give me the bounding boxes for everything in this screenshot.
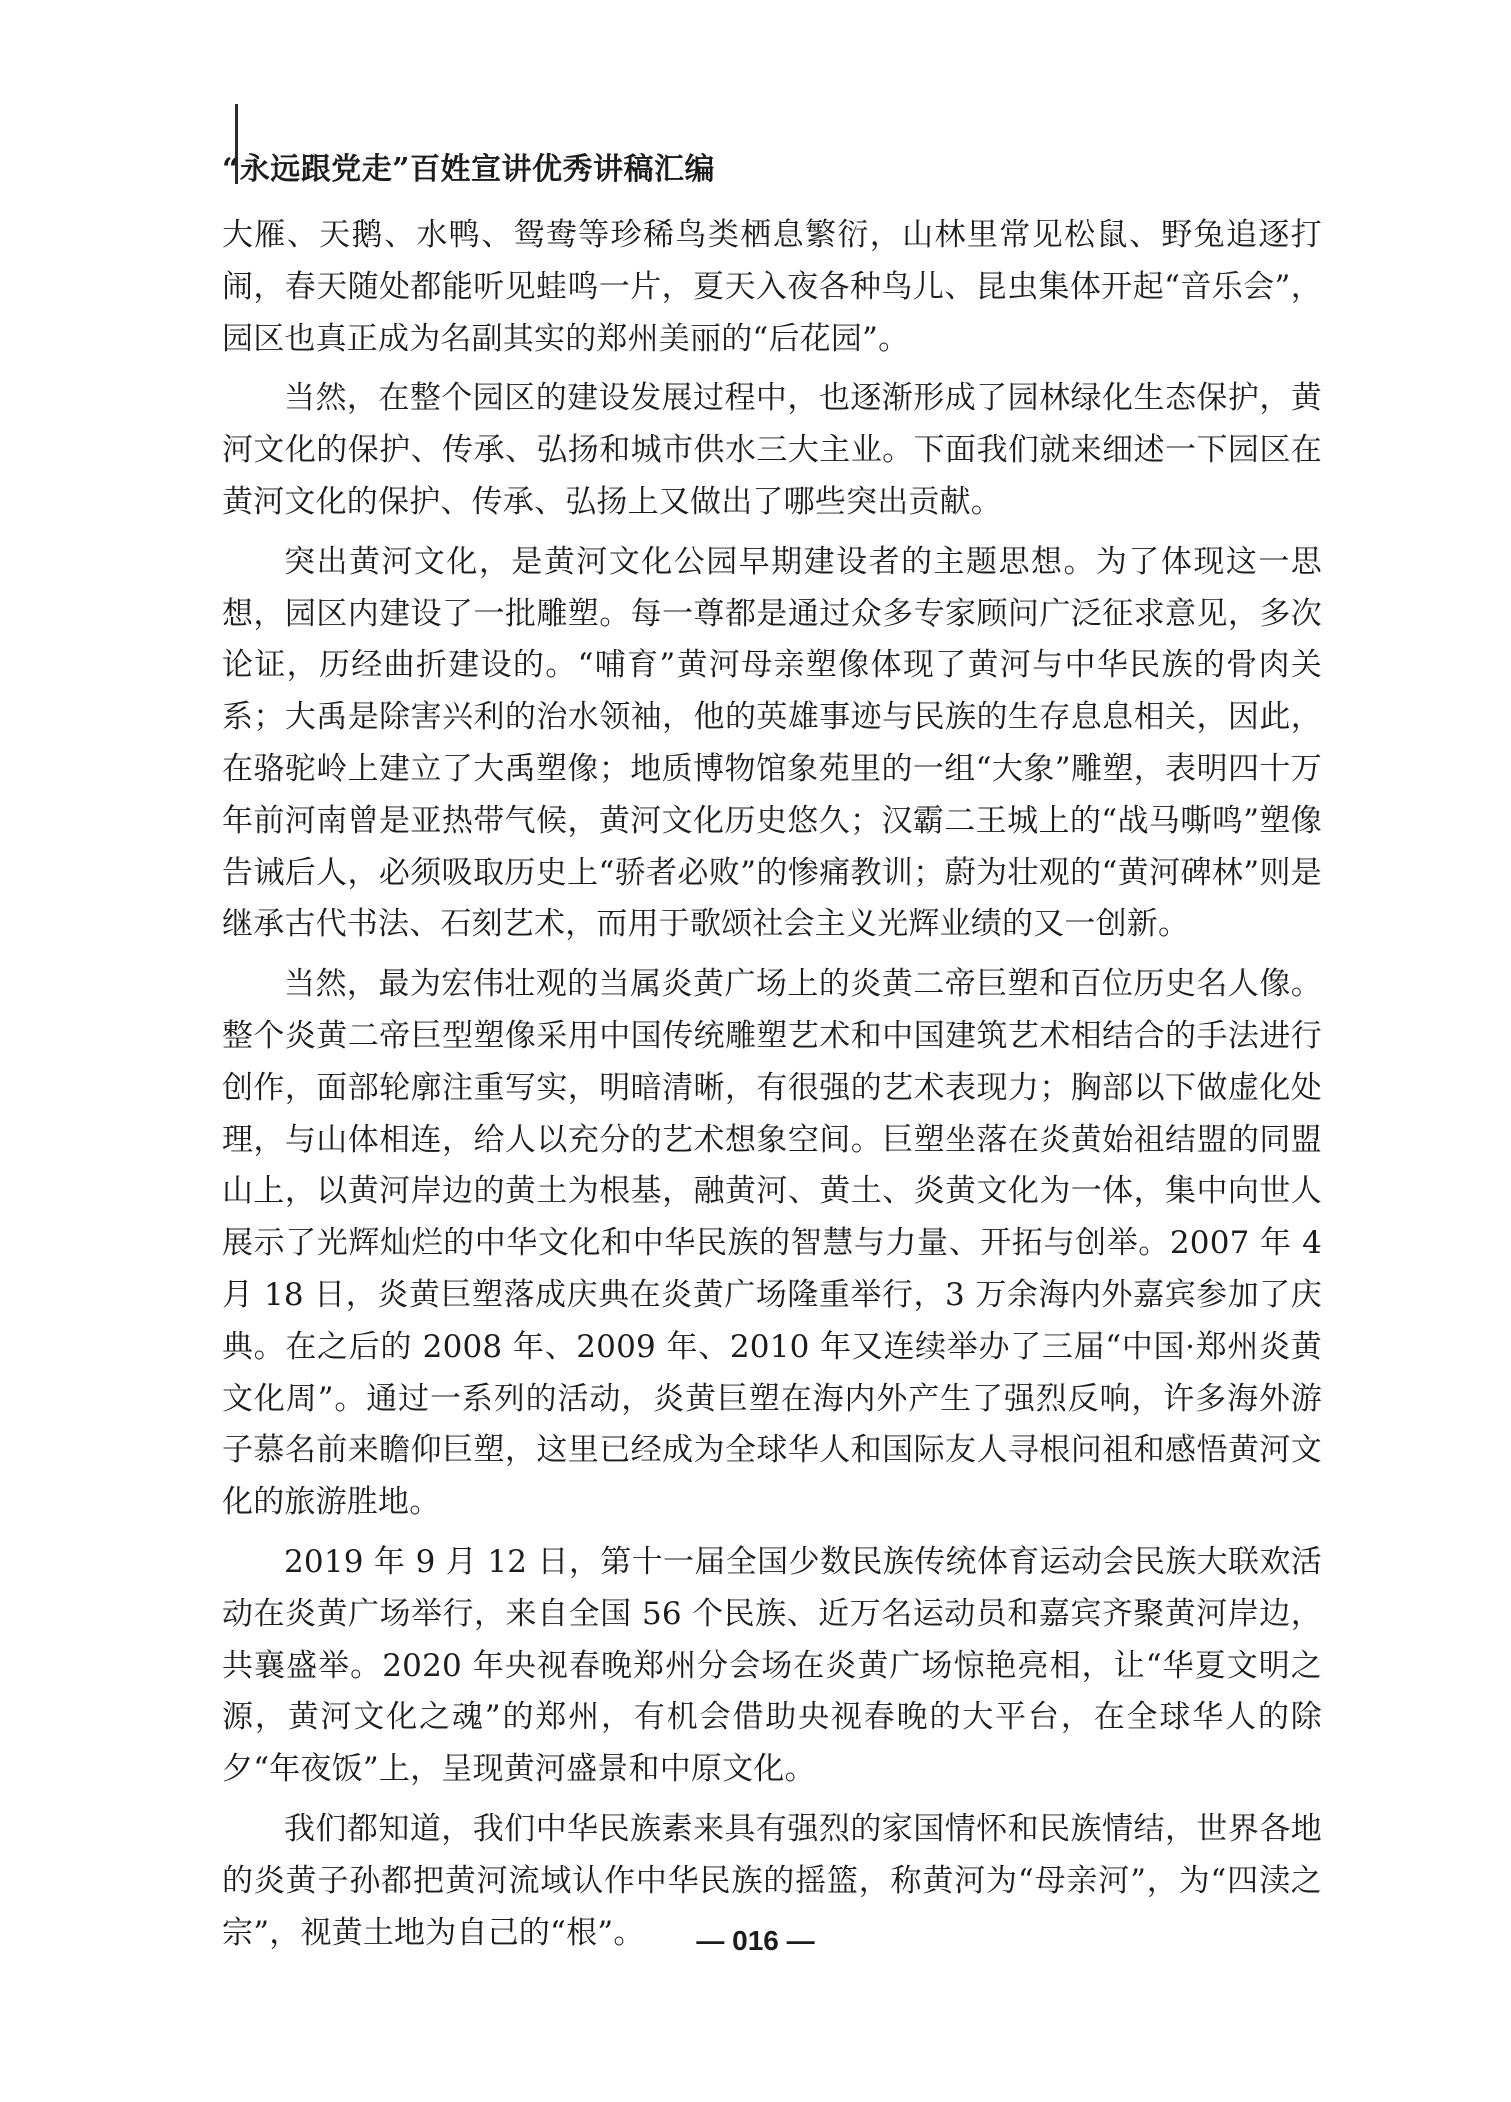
paragraph: 突出黄河文化，是黄河文化公园早期建设者的主题思想。为了体现这一思想，园区内建设了一批雕塑。每一尊都是通过众多专家顾问广泛征求意见，多次论证，历经曲折建设的。“哺育”黄河母亲塑像体现了黄河与中华民族的骨肉关系；大禹是除害兴利的治水领袖，他的英雄事迹与民族的生存息息相关，因此，在骆驼岭上建立了大禹塑像；地质博物馆象苑里的一组“大象”雕塑，表明四十万年前河南曾是亚热带气候，黄河文化历史悠久；汉霸二王城上的“战马嘶鸣”塑像告诫后人，必须吸取历史上“骄者必败”的惨痛教训；蔚为壮观的“黄河碑林”则是继承古代书法、石刻艺术，而用于歌颂社会主义光辉业绩的又一创新。 [222, 543, 1322, 943]
paragraph: 当然，最为宏伟壮观的当属炎黄广场上的炎黄二帝巨塑和百位历史名人像。整个炎黄二帝巨型塑像采用中国传统雕塑艺术和中国建筑艺术相结合的手法进行创作，面部轮廓注重写实，明暗清晰，有很强的艺术表现力；胸部以下做虚化处理，与山体相连，给人以充分的艺术想象空间。巨塑坐落在炎黄始祖结盟的同盟山上，以黄河岸边的黄土为根基，融黄河、黄土、炎黄文化为一体，集中向世人展示了光辉灿烂的中华文化和中华民族的智慧与力量、开拓与创举。2007 年 4 月 18 日，炎黄巨塑落成庆典在炎黄广场隆重举行，3 万余海内外嘉宾参加了庆典。在之后的 2008 年、2009 年、2010 年又连续举办了三届“中国·郑州炎黄文化周”。通过一系列的活动，炎黄巨塑在海内外产生了强烈反响，许多海外游子慕名前来瞻仰巨塑，这里已经成为全球华人和国际友人寻根问祖和感悟黄河文化的旅游胜地。 [222, 966, 1322, 1521]
running-header-title: “永远跟党走”百姓宣讲优秀讲稿汇编 [222, 152, 716, 187]
page-number: — 016 — [696, 1925, 815, 1956]
paragraph: 2019 年 9 月 12 日，第十一届全国少数民族传统体育运动会民族大联欢活动在炎黄广场举行，来自全国 56 个民族、近万名运动员和嘉宾齐聚黄河岸边，共襄盛举。2020 年央视春晚郑州分会场在炎黄广场惊艳亮相，让“华夏文明之源，黄河文化之魂”的郑州，有机会借助央视春晚的大平台，在全球华人的除夕“年夜饭”上，呈现黄河盛景和中原文化。 [222, 1543, 1322, 1788]
paragraph: 当然，在整个园区的建设发展过程中，也逐渐形成了园林绿化生态保护，黄河文化的保护、传承、弘扬和城市供水三大主业。下面我们就来细述一下园区在黄河文化的保护、传承、弘扬上又做出了哪些突出贡献。 [222, 380, 1322, 520]
paragraph: 我们都知道，我们中华民族素来具有强烈的家国情怀和民族情结，世界各地的炎黄子孙都把黄河流域认作中华民族的摇篮，称黄河为“母亲河”，为“四渎之宗”，视黄土地为自己的“根”。 [222, 1810, 1322, 1951]
body-text [222, 210, 1322, 1967]
paragraph-continued: 大雁、天鹅、水鸭、鸳鸯等珍稀鸟类栖息繁衍，山林里常见松鼠、野兔追逐打闹，春天随处都能听见蛙鸣一片，夏天入夜各种鸟儿、昆虫集体开起“音乐会”，园区也真正成为名副其实的郑州美丽的“后花园”。 [222, 217, 1322, 357]
